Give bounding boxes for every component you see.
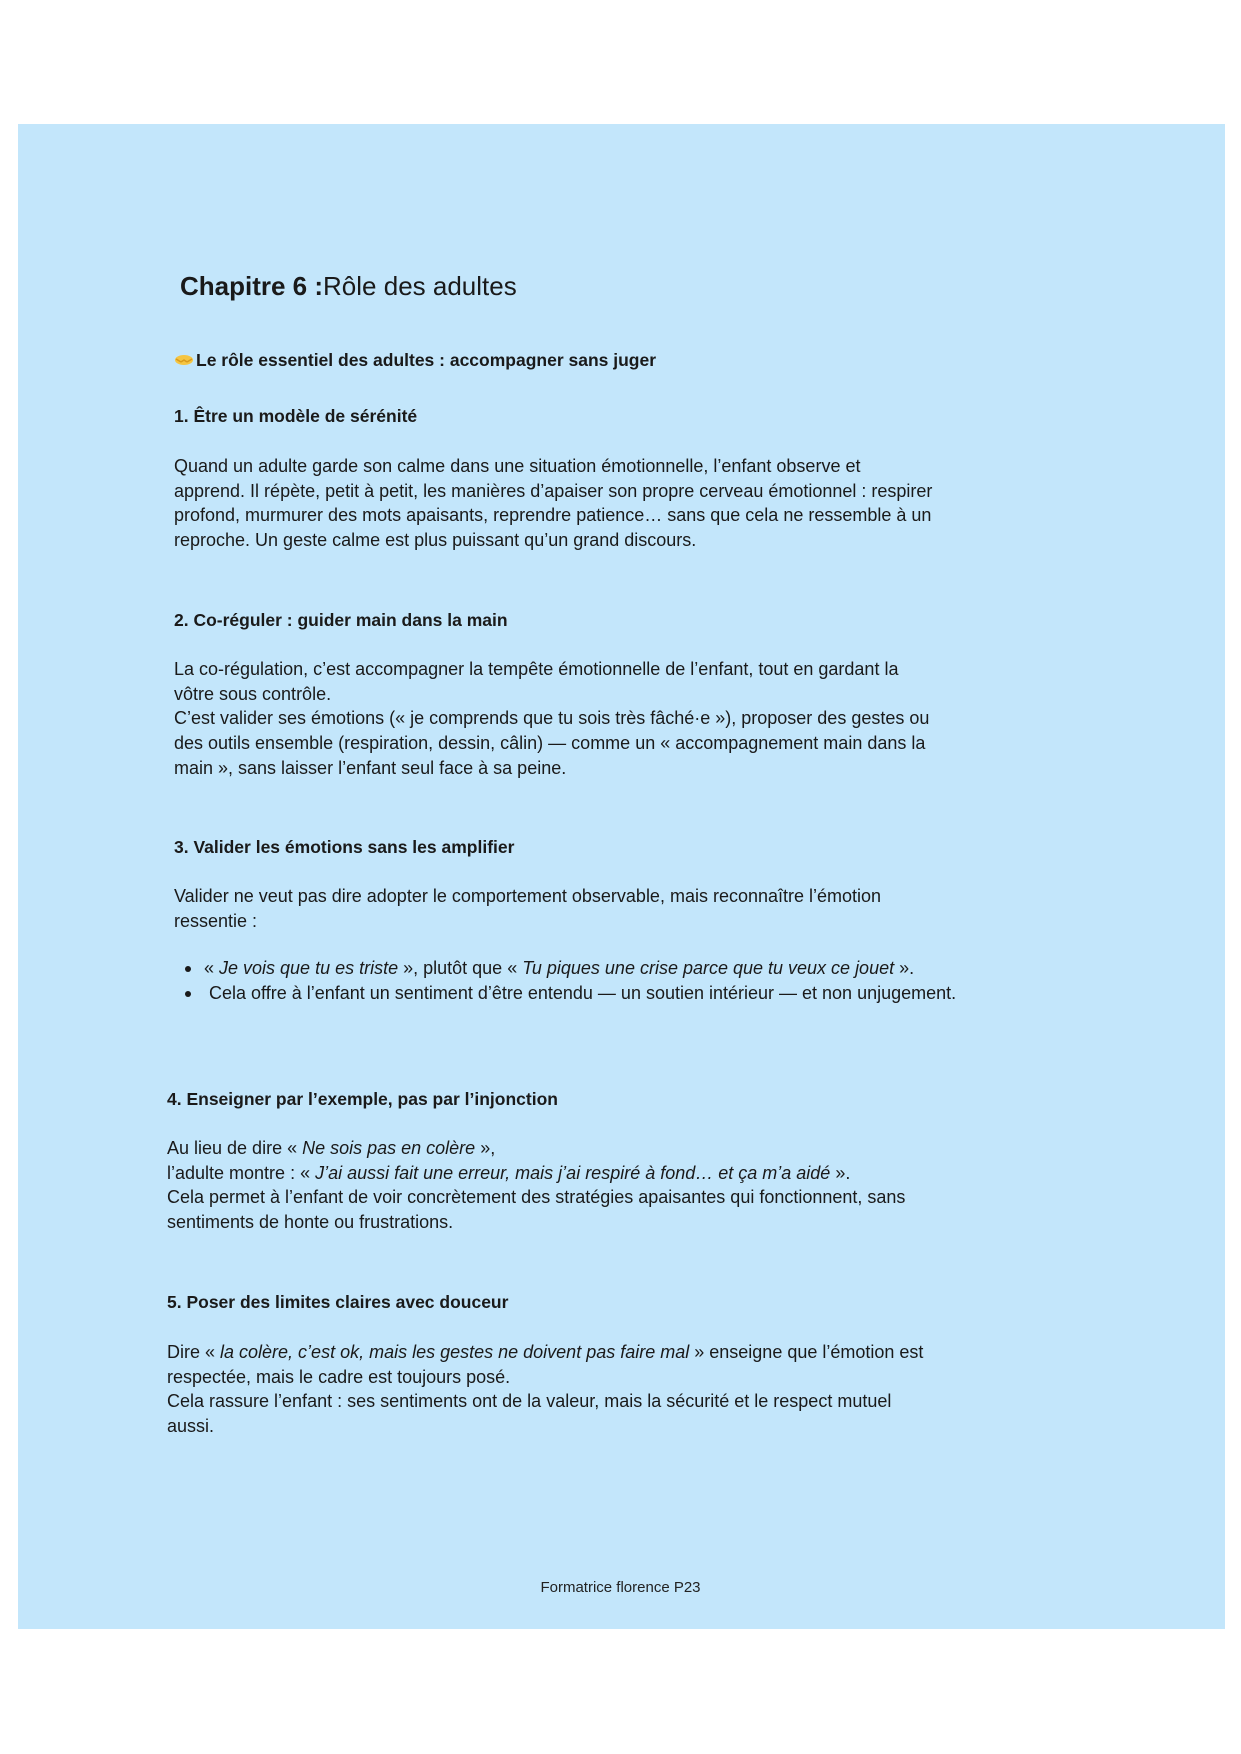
paragraph-line: main », sans laisser l’enfant seul face à sa peine.: [174, 757, 567, 778]
section-3-paragraph: [174, 884, 1044, 933]
section-4-paragraph: [167, 1136, 1037, 1235]
quote-close: ».: [894, 958, 915, 978]
bullet-line: jugement.: [877, 982, 957, 1003]
paragraph-line: sentiments de honte ou frustrations.: [167, 1212, 454, 1233]
handshake-icon: [174, 353, 194, 367]
intro-heading: [174, 348, 656, 372]
chapter-name: Rôle des adultes: [323, 271, 517, 301]
paragraph-line: apprend. Il répète, petit à petit, les manières d’apaiser son propre cerveau émotionnel : respirer: [174, 480, 933, 501]
paragraph-line: l’adulte montre : « J’ai aussi fait une erreur, mais j’ai respiré à fond… et ça m’a aidé ».: [167, 1162, 851, 1183]
paragraph-line: La co-régulation, c’est accompagner la tempête émotionnelle de l’enfant, tout en gardant la: [174, 659, 899, 679]
paragraph-line: C’est valider ses émotions (« je comprends que tu sois très fâché·e »), proposer des gestes ou: [174, 708, 930, 729]
section-5-heading: 5. Poser des limites claires avec douceur: [167, 1292, 509, 1312]
paragraph-line: respectée, mais le cadre est toujours posé.: [167, 1366, 511, 1387]
bullet-line: Cela offre à l’enfant un sentiment d’être entendu — un soutien intérieur — et non un: [204, 982, 878, 1003]
section-5-paragraph: [167, 1340, 1037, 1439]
section-2-paragraph: [174, 657, 1044, 781]
page-footer: Formatrice florence P23: [540, 1579, 701, 1596]
paragraph-line: Cela permet à l’enfant de voir concrètement des stratégies apaisantes qui fonctionnent, sans: [167, 1187, 906, 1208]
bullet-item: [180, 981, 1040, 1006]
section-3-heading: 3. Valider les émotions sans les amplifier: [174, 837, 515, 857]
section-4-heading: 4. Enseigner par l’exemple, pas par l’injonction: [167, 1089, 558, 1109]
intro-text: Le rôle essentiel des adultes : accompagner sans juger: [196, 350, 657, 370]
paragraph-line: vôtre sous contrôle.: [174, 683, 332, 704]
paragraph-line: Quand un adulte garde son calme dans une situation émotionnelle, l’enfant observe et: [174, 456, 861, 476]
paragraph-line: Au lieu de dire « Ne sois pas en colère »,: [167, 1138, 496, 1158]
bullet-item: [180, 956, 1040, 981]
quote-text: Je vois que tu es triste: [219, 958, 399, 978]
quote-mid: », plutôt que «: [398, 958, 523, 978]
paragraph-line: reproche. Un geste calme est plus puissant qu’un grand discours.: [174, 530, 697, 551]
section-1-heading: 1. Être un modèle de sérénité: [174, 406, 418, 426]
paragraph-line: des outils ensemble (respiration, dessin, câlin) — comme un « accompagnement main dans la: [174, 733, 926, 754]
chapter-number: Chapitre 6 :: [180, 271, 324, 301]
bullet-list: [180, 956, 1040, 1005]
page-title: [180, 268, 517, 304]
section-2-heading: 2. Co-réguler : guider main dans la main: [174, 610, 508, 630]
paragraph-line: ressentie :: [174, 910, 258, 931]
paragraph-line: aussi.: [167, 1416, 215, 1437]
quote-open: «: [204, 958, 220, 978]
quote-text: Tu piques une crise parce que tu veux ce jouet: [522, 958, 895, 978]
paragraph-line: profond, murmurer des mots apaisants, reprendre patience… sans que cela ne ressemble à un: [174, 505, 932, 526]
paragraph-line: Valider ne veut pas dire adopter le comportement observable, mais reconnaître l’émotion: [174, 886, 882, 906]
paragraph-line: Dire « la colère, c’est ok, mais les gestes ne doivent pas faire mal » enseigne que l’émotion est: [167, 1342, 924, 1362]
section-1-paragraph: [174, 454, 1044, 553]
paragraph-line: Cela rassure l’enfant : ses sentiments ont de la valeur, mais la sécurité et le respect mutuel: [167, 1391, 892, 1412]
